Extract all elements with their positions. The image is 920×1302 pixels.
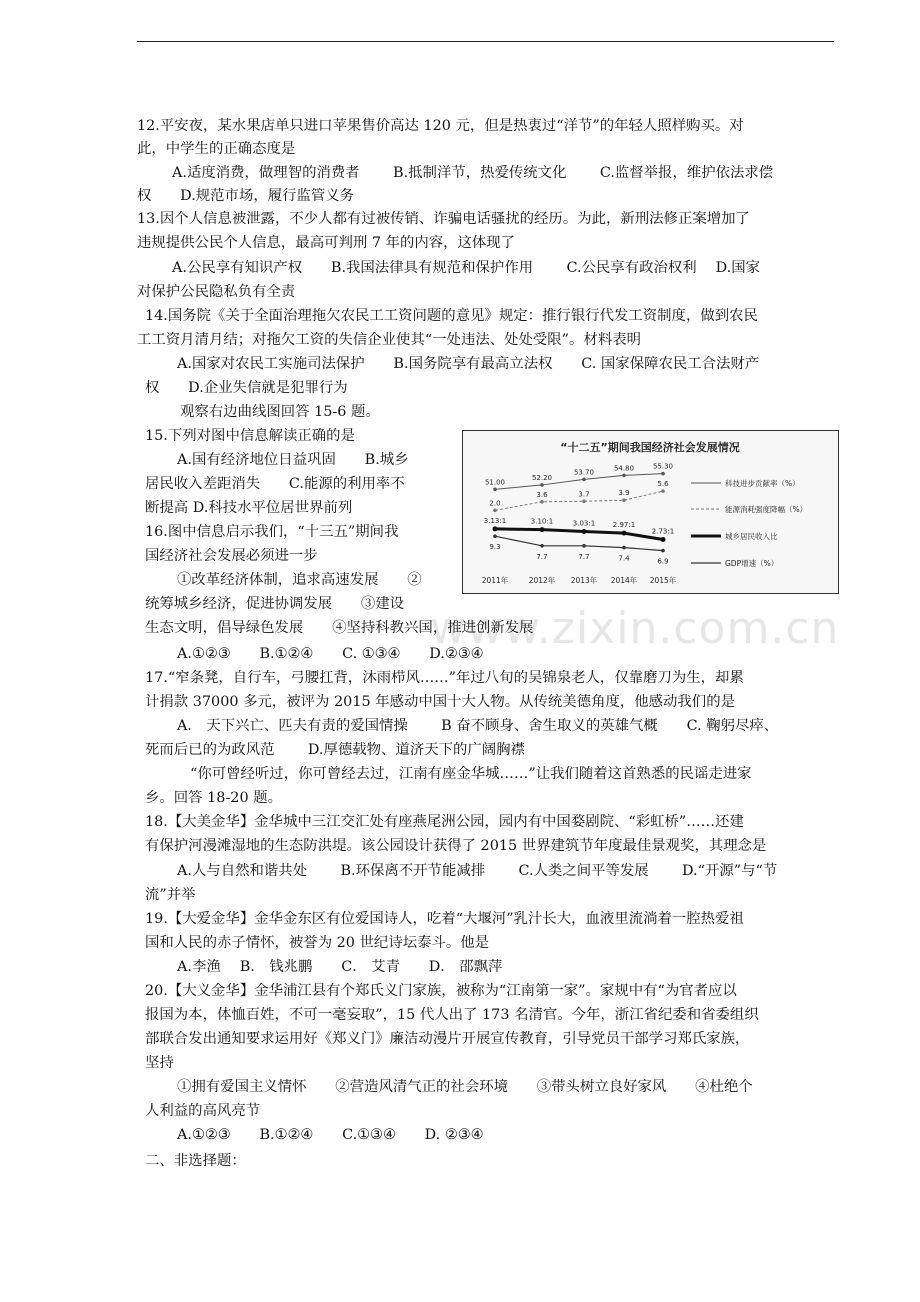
data-label: 3.6 [536,490,548,499]
data-point [661,489,665,493]
chart-intro: 观察右边曲线图回答 15-6 题。 [180,404,380,420]
data-point [661,537,666,542]
q14-options-cont: 权 D.企业失信就是犯罪行为 [145,380,348,396]
data-point [582,478,586,482]
legend-label: 城乡居民收入比 [725,532,778,541]
q16-item-2: 统筹城乡经济，促进协调发展 ③建设 [145,596,405,612]
q17-line2: 计捐款 37000 多元，被评为 2015 年感动中国十大人物。从传统美德角度，他感动我们的是 [145,694,735,710]
data-label: 55.30 [652,462,674,471]
data-point [493,526,498,531]
q20-line2: 报国为本，体恤百姓，不可一毫妄取”，15 代人出了 173 名清官。今年，浙江省纪委和省委组织 [145,1007,759,1023]
q20-options: A.①②③ B.①②④ C.①③④ D. ②③④ [177,1127,484,1143]
data-point [493,509,497,513]
q16-options: A.①②③ B.①②④ C. ①③④ D.②③④ [177,646,484,662]
q16-line1: 16.图中信息启示我们，“十三五”期间我 [145,524,399,540]
data-label: 3.7 [578,490,590,499]
legend-label: GDP增速（%） [725,559,779,568]
x-tick-label: 2011年 [481,576,509,585]
data-label: 3.9 [618,489,630,498]
q17-options: A． 天下兴亡、匹夫有责的爱国情操 B 奋不顾身、舍生取义的英雄气概 C. 鞠躬尽瘁、 [177,718,779,734]
q20-line4: 坚持 [145,1055,174,1071]
data-point [540,500,544,504]
q15-options-1: A.国有经济地位日益巩固 B.城乡 [177,452,409,468]
data-label: 5.6 [657,480,669,489]
section-intro-1: “你可曾经听过，你可曾经去过，江南有座金华城……”让我们随着这首熟悉的民谣走进家 [190,766,752,782]
q20-line3: 部联合发出通知要求运用好《郑义门》廉洁动漫片开展宣传教育，引导党员干部学习郑氏家族， [145,1031,750,1047]
data-label: 52.20 [531,473,553,482]
section-two-heading: 二、非选择题： [145,1153,246,1169]
data-label: 7.7 [578,552,590,561]
x-tick-label: 2013年 [570,576,598,585]
q12-options: A.适度消费，做理智的消费者 B.抵制洋节，热爱传统文化 C.监督举报，维护依法求偿 [172,165,774,181]
q18-line2: 有保护河漫滩湿地的生态防洪堤。该公园设计获得了 2015 世界建筑节年度最佳景观奖，其理念是 [145,838,767,854]
q12-line1: 12.平安夜，某水果店单只进口苹果售价高达 120 元，但是热衷过“洋节”的年轻人照样购买。对 [137,118,744,134]
data-label: 7.7 [536,552,548,561]
data-point [661,472,665,476]
q16-line2: 国经济社会发展必须进一步 [145,548,318,564]
data-point [582,544,586,548]
q16-item-3: 生态文明，倡导绿色发展 ④坚持科教兴国，推进创新发展 [145,620,534,636]
data-point [622,498,626,502]
data-point [493,534,497,538]
data-point [622,531,627,536]
data-label: 53.70 [573,468,595,477]
q18-line1: 18.【大美金华】金华城中三江交汇处有座燕尾洲公园，园内有中国婺剧院、“彩虹桥”……还建 [145,814,744,830]
q20-items-cont: 人利益的高风亮节 [145,1103,261,1119]
development-chart [462,430,839,594]
x-tick-label: 2014年 [610,576,638,585]
data-label: 2.0 [489,499,501,508]
data-point [540,527,545,532]
q19-options: A.李渔 B． 钱兆鹏 C． 艾青 D． 邵飘萍 [177,959,503,975]
data-label: 2.73:1 [651,527,675,536]
data-point [540,544,544,548]
legend-label: 科技进步贡献率（%） [725,479,800,488]
q14-options: A.国家对农民工实施司法保护 B.国务院享有最高立法权 C. 国家保障农民工合法财产 [177,356,760,372]
x-tick-label: 2012年 [528,576,556,585]
q13-line1: 13.因个人信息被泄露，不少人都有过被传销、诈骗电话骚扰的经历。为此，新刑法修正案增加了 [137,211,750,227]
x-tick-label: 2015年 [649,576,677,585]
q13-line2: 违规提供公民个人信息，最高可判刑 7 年的内容，这体现了 [137,235,516,251]
data-label: 51.00 [484,478,506,487]
q17-options-cont: 死而后已的为政风范 D.厚德载物、道济天下的广阔胸襟 [145,742,525,758]
q13-options: A.公民享有知识产权 B.我国法律具有规范和保护作用 C.公民享有政治权利 D.国家 [172,260,761,276]
data-point [582,529,587,534]
section-intro-2: 乡。回答 18-20 题。 [145,790,282,806]
series-line [495,529,663,540]
data-point [661,549,665,553]
q19-line1: 19.【大爱金华】金华金东区有位爱国诗人，吃着“大堰河”乳汁长大，血液里流淌着一腔热爱祖 [145,911,744,927]
q16-item-1: ①改革经济体制，追求高速发展 ② [177,572,422,588]
q20-items: ①拥有爱国主义情怀 ②营造风清气正的社会环境 ③带头树立良好家风 ④杜绝个 [177,1079,753,1095]
q15-options-3: 断提高 D.科技水平位居世界前列 [145,500,353,516]
chart-svg [463,431,838,593]
data-label: 7.4 [618,554,630,563]
q15-options-2: 居民收入差距消失 C.能源的利用率不 [145,476,405,492]
q15-stem: 15.下列对图中信息解读正确的是 [145,428,355,444]
data-label: 3.10:1 [530,517,554,526]
series-line [495,536,663,550]
data-point [493,488,497,492]
data-label: 6.9 [657,557,669,566]
data-label: 3.03:1 [572,519,596,528]
q19-line2: 国和人民的赤子情怀，被誉为 20 世纪诗坛泰斗。他是 [145,935,490,951]
header-rule [137,41,834,42]
chart-title: “十二五”期间我国经济社会发展情况 [560,441,740,454]
legend-label: 能源消耗强度降幅（%） [725,505,808,514]
q14-line1: 14.国务院《关于全面治理拖欠农民工工资问题的意见》规定：推行银行代发工资制度，做到农民 [145,308,758,324]
data-label: 54.80 [613,464,635,473]
q13-options-cont: 对保护公民隐私负有全责 [137,284,296,300]
data-label: 3.13:1 [483,516,507,525]
q18-options-cont: 流”并举 [145,887,196,903]
data-label: 2.97:1 [612,521,636,530]
data-label: 9.3 [489,543,501,552]
data-point [622,474,626,478]
data-point [582,499,586,503]
q20-line1: 20.【大义金华】金华浦江县有个郑氏义门家族，被称为“江南第一家”。家规中有“为官者应以 [145,983,737,999]
data-point [540,483,544,487]
q18-options: A.人与自然和谐共处 B.环保离不开节能减排 C.人类之间平等发展 D.“开源”与“节 [177,863,778,879]
q17-line1: 17.“窄条凳，自行车，弓腰扛背，沐雨栉风……”年过八旬的吴锦泉老人，仅靠磨刀为生，却累 [145,670,744,686]
watermark: www.zixin.com.cn [430,603,840,654]
q12-line2: 此，中学生的正确态度是 [137,141,296,157]
q14-line2: 工工资月清月结；对拖欠工资的失信企业使其“一处违法、处处受限”。材料表明 [137,332,641,348]
data-point [622,546,626,550]
q12-options-cont: 权 D.规范市场，履行监管义务 [137,188,355,204]
